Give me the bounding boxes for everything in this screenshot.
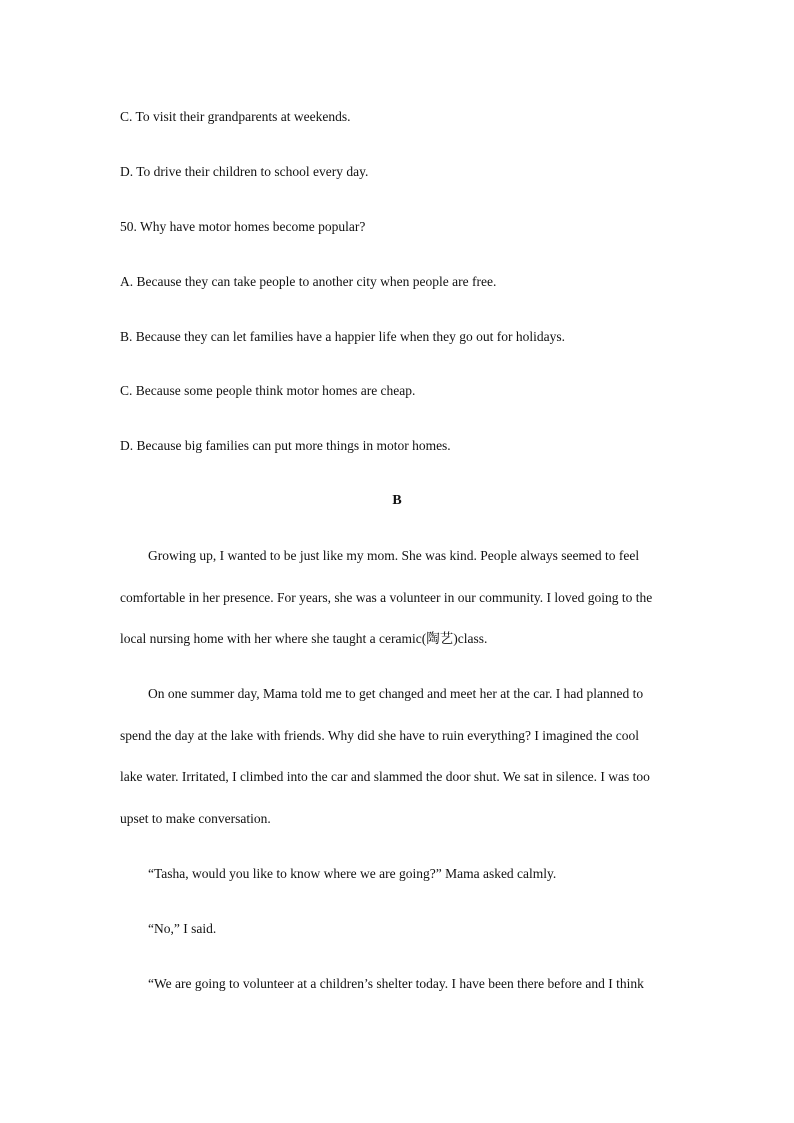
question-50-option-c: C. Because some people think motor homes are cheap. <box>120 383 416 398</box>
question-50-stem: 50. Why have motor homes become popular? <box>120 219 366 234</box>
question-49-option-d: D. To drive their children to school every day. <box>120 164 369 179</box>
section-heading-b: B <box>392 493 402 508</box>
passage-line: spend the day at the lake with friends. Why did she have to ruin everything? I imagined the cool <box>120 728 639 743</box>
passage-line: “Tasha, would you like to know where we are going?” Mama asked calmly. <box>148 866 557 881</box>
question-50-option-a: A. Because they can take people to another city when people are free. <box>120 274 497 289</box>
question-50-option-b: B. Because they can let families have a happier life when they go out for holidays. <box>120 329 565 344</box>
passage-line: upset to make conversation. <box>120 811 271 826</box>
question-50-option-d: D. Because big families can put more things in motor homes. <box>120 438 451 453</box>
passage-line: lake water. Irritated, I climbed into the car and slammed the door shut. We sat in silence. I was too <box>120 769 650 784</box>
passage-line: “No,” I said. <box>148 921 217 936</box>
passage-line: local nursing home with her where she taught a ceramic(陶艺)class. <box>120 631 488 646</box>
passage-line: On one summer day, Mama told me to get changed and meet her at the car. I had planned to <box>148 686 644 701</box>
question-49-option-c: C. To visit their grandparents at weekends. <box>120 109 351 124</box>
passage-line: comfortable in her presence. For years, she was a volunteer in our community. I loved going to the <box>120 590 653 605</box>
passage-line: “We are going to volunteer at a children’s shelter today. I have been there before and I think <box>148 976 644 991</box>
passage-line: Growing up, I wanted to be just like my mom. She was kind. People always seemed to feel <box>148 548 640 563</box>
